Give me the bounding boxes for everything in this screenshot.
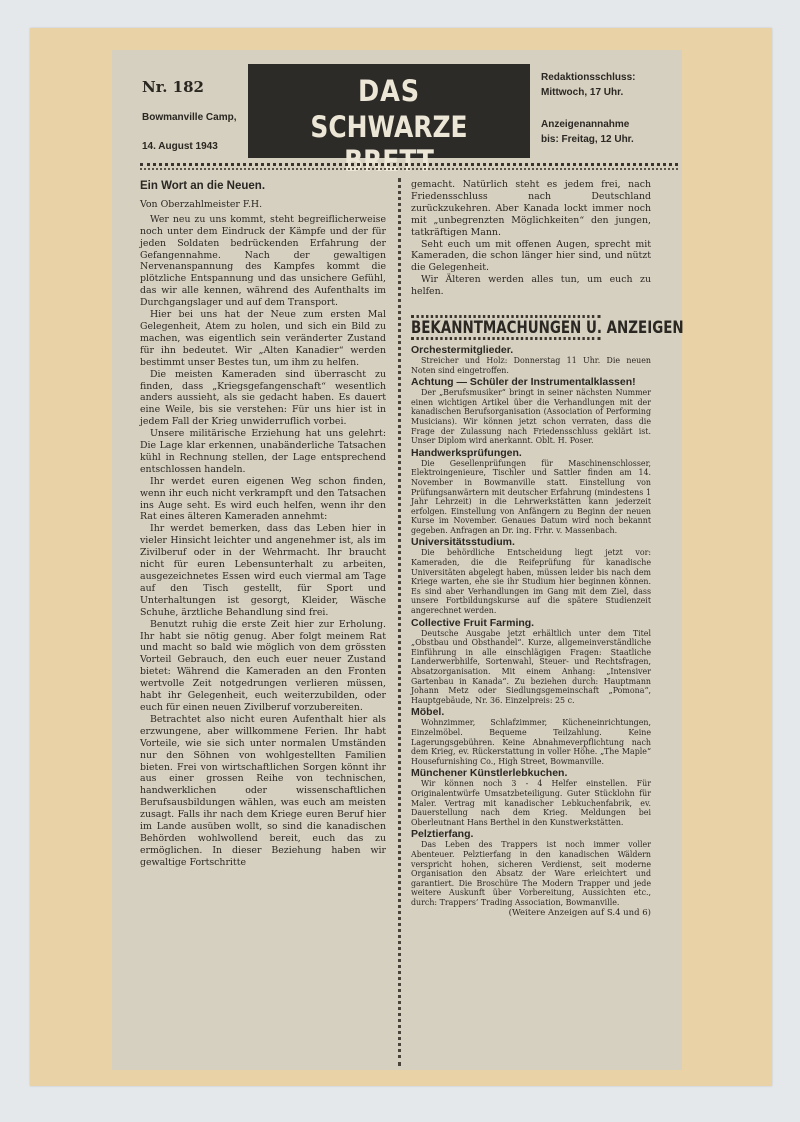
ad-text: Streicher und Holz: Donnerstag 11 Uhr. Die neuen Noten sind eingetroffen.: [411, 355, 651, 375]
announcements-column: [411, 179, 684, 920]
ad-text: Der „Berufsmusiker“ bringt in seiner nächsten Nummer einen wichtigen Artikel über die Verhandlungen mit der kanadischen Berufsorganisation (Association of Performing Musicians). Wir können jetzt schon verraten, dass die Frage der Zulassung nach Friedensschluss geklärt ist. Unser Diplom wird anerkannt. Oblt. H. Poser.: [411, 388, 651, 446]
article-paragraph: Ihr werdet euren eigenen Weg schon finden, wenn ihr euch nicht verkrampft und den Tatsachen ins Auge seht. Es wird euch helfen, wenn ihr den Rat eines älteren Kameraden annehmt:: [140, 475, 386, 523]
ad-title: Handwerksprüfungen.: [411, 446, 522, 459]
ad-title: Möbel.: [411, 706, 445, 719]
article-author: Von Oberzahlmeister F.H.: [140, 198, 263, 210]
article-paragraph: Unsere militärische Erziehung hat uns gelehrt: Die Lage klar erkennen, unabänderliche Tatsachen kühl in Rechnung stellen, der Lage entsprechend entschlossen handeln.: [140, 428, 386, 475]
ads-value: bis: Freitag, 12 Uhr.: [541, 134, 634, 145]
article-heading: Ein Wort an die Neuen.: [140, 180, 266, 192]
deadline-label: Redaktionsschluss:: [541, 72, 636, 83]
masthead-title: [248, 64, 530, 178]
masthead-left: [142, 78, 242, 152]
article-continuation: Wir Älteren werden alles tun, um euch zu helfen.: [411, 274, 651, 298]
article-paragraph: Wer neu zu uns kommt, steht begreiflicherweise noch unter dem Eindruck der Kämpfe und der für jeden Soldaten bedrückenden Erfahrung der Gefangennahme. Nach der gewaltigen Nervenanspannung des Kampfes kommt die plötzliche Entspannung und das unsichere Gefühl, das wir alle kennen, während des Aufenthalts im Durchgangslager und auf dem Transport.: [140, 213, 386, 309]
announcements-heading: BEKANNTMACHUNGEN U. ANZEIGEN: [411, 315, 601, 340]
ad-title: Münchener Künstlerlebkuchen.: [411, 767, 568, 780]
ad-title: Universitätsstudium.: [411, 536, 515, 549]
article-paragraph: Die meisten Kameraden sind überrascht zu finden, dass „Kriegsgefangenschaft“ wesentlich anders aussieht, als sie gedacht haben. Es dauert eine Weile, bis sie verstehen: Für uns hier ist in jedem Fall der Krieg unwiderruflich vorbei.: [140, 368, 386, 428]
masthead-divider-secondary: [140, 168, 678, 174]
deadline-value: Mittwoch, 17 Uhr.: [541, 87, 624, 98]
announcements-footer: (Weitere Anzeigen auf S.4 und 6): [508, 908, 651, 919]
ad-text: Die Gesellenprüfungen für Maschinenschlosser, Elektroingenieure, Tischler und Sattler finden am 14. November in Bowmanville statt. Einstellung von Prüfungsanwärtern mit deutscher Erfahrung (mindestens 1 Jahr Lehrzeit) in die Lehrwerkstätten kann jederzeit erfolgen. Einstellung von Anfängern zu Beginn der neuen Kurse im November. Genaues Datum wird noch bekannt gegeben. Anfragen an Dr. ing. Frhr. v. Massenbach.: [411, 458, 651, 535]
masthead-right: [541, 70, 681, 147]
ad-text: Das Leben des Trappers ist noch immer voller Abenteuer. Pelztierfang in den kanadischen Wäldern verspricht hohen, sicheren Verdienst, seit moderne Organisation den Absatz der Ware erleichtert und garantiert. Die Broschüre The Modern Trapper und jede weitere Auskunft über Vorbereitung, Aussichten etc., durch: Trappers’ Trading Association, Bowmanville.: [411, 840, 651, 907]
article-continuation: gemacht. Natürlich steht es jedem frei, nach Friedensschluss nach Deutschland zurückzukehren. Aber Kanada lockt immer noch mit „unbegrenzten Möglichkeiten“ den jungen, tatkräftigen Mann.: [411, 179, 651, 238]
ad-title: Achtung — Schüler der Instrumentalklassen!: [411, 376, 636, 389]
ad-text: Wohnzimmer, Schlafzimmer, Kücheneinrichtungen, Einzelmöbel. Bequeme Teilzahlung. Keine Lagerungsgebühren. Keine Abnahmeverpflichtung nach dem Krieg, ev. Rückerstattung in voller Höhe. „The Maple“ Housefurnishing Co., High Street, Bowmanville.: [411, 718, 651, 766]
article-paragraph: Betrachtet also nicht euren Aufenthalt hier als erzwungene, aber willkommene Ferien. Ihr habt Vorteile, wie sie sich unter normalen Umständen nur den Söhnen von wohlgestellten Familien bieten. Frei von wirtschaftlichen Sorgen könnt ihr aus einer grossen Reihe von technischen, handwerklichen oder wissenschaftlichen Berufsausbildungen wählen, was euch am meisten zusagt. Falls ihr nach dem Kriege euren Beruf hier im Lande ausüben wollt, so sind die kanadischen Behörden wohlwollend bereit, euch das zu ermöglichen. In dieser Beziehung haben wir gewaltige Fortschritte: [140, 713, 386, 868]
article-continuation: Seht euch um mit offenen Augen, sprecht mit Kameraden, die schon länger hier sind, und nützt die Gelegenheit.: [411, 238, 651, 274]
article-paragraph: Benutzt ruhig die erste Zeit hier zur Erholung. Ihr habt sie nötig genug. Aber folgt meinem Rat und macht so bald wie möglich von dem grössten Vorteil Gebrauch, den euch euer neuer Zustand bietet: Während die Kameraden an den Fronten wertvolle Zeit notgedrungen verlieren müssen, habt ihr Gelegenheit, euch weiterzubilden, oder euch für einen neuen Zivilberuf vorzubereiten.: [140, 618, 386, 713]
ad-title: Collective Fruit Farming.: [411, 616, 535, 629]
announcements-banner: [411, 315, 684, 340]
camp-name: Bowmanville Camp,: [142, 112, 237, 123]
ad-text: Die behördliche Entscheidung liegt jetzt vor: Kameraden, die die Reifeprüfung für kanadische Universitäten abgelegt haben, müssen leider bis nach dem Kriege warten, ehe sie ihr Studium hier beginnen können. Es sind aber Verhandlungen im Gang mit dem Ziel, dass unsere Fortbildungskurse auf die spätere Studienzeit angerechnet werden.: [411, 548, 651, 616]
article-column: [140, 179, 386, 869]
ad-title: Orchestermitglieder.: [411, 343, 514, 356]
ad-text: Wir können noch 3 - 4 Helfer einstellen. Für Originalentwürfe Umsatzbeteiligung. Guter Stücklohn für Maler. Vertrag mit kanadischer Lebkuchenfabrik, ev. Dauerstellung nach dem Krieg. Meldungen bei Oberleutnant Hans Berthel in den Kunstwerkstätten.: [411, 779, 651, 827]
column-divider: [398, 178, 401, 1066]
title-line-2: SCHWARZE BRETT: [310, 110, 468, 178]
issue-number: Nr. 182: [142, 78, 204, 96]
ad-title: Pelztierfang.: [411, 828, 474, 841]
article-paragraph: Hier bei uns hat der Neue zum ersten Mal Gelegenheit, Atem zu holen, und sich ein Bild zu machen, was eigentlich sein veränderter Zustand für ihn bedeutet. Wir „Alten Kanadier“ werden bestimmt unser Bestes tun, um ihm zu helfen.: [140, 309, 386, 368]
ad-text: Deutsche Ausgabe jetzt erhältlich unter dem Titel „Obstbau und Obsthandel“. Kurze, allgemeinverständliche Einführung in alle einschlägigen Fragen: Staatliche Landerwerbhilfe, Sortenwahl, Steuer- und Rechtsfragen, Absatzorganisation. Mit einem Anhang: „Intensiver Gartenbau in Kanada“. Zu beziehen durch: Hauptmann Johann Metz oder Siedlungsgemeinschaft „Pomona“, Hauptgebäude, Nr. 36. Einzelpreis: 25 c.: [411, 628, 651, 705]
issue-date: 14. August 1943: [142, 141, 218, 152]
ads-label: Anzeigenannahme: [541, 119, 630, 130]
article-paragraph: Ihr werdet bemerken, dass das Leben hier in vieler Hinsicht leichter und angenehmer ist, als im Zivilberuf oder in der Wehrmacht. Ihr braucht nicht für euren Lebensunterhalt zu arbeiten, ausgezeichnetes Essen wird euch viermal am Tage auf den Tisch gestellt, für Sport und Unterhaltungen ist gesorgt, Kleider, Wäsche Schuhe, ärztliche Behandlung sind frei.: [140, 523, 386, 618]
title-line-1: DAS: [358, 74, 420, 108]
